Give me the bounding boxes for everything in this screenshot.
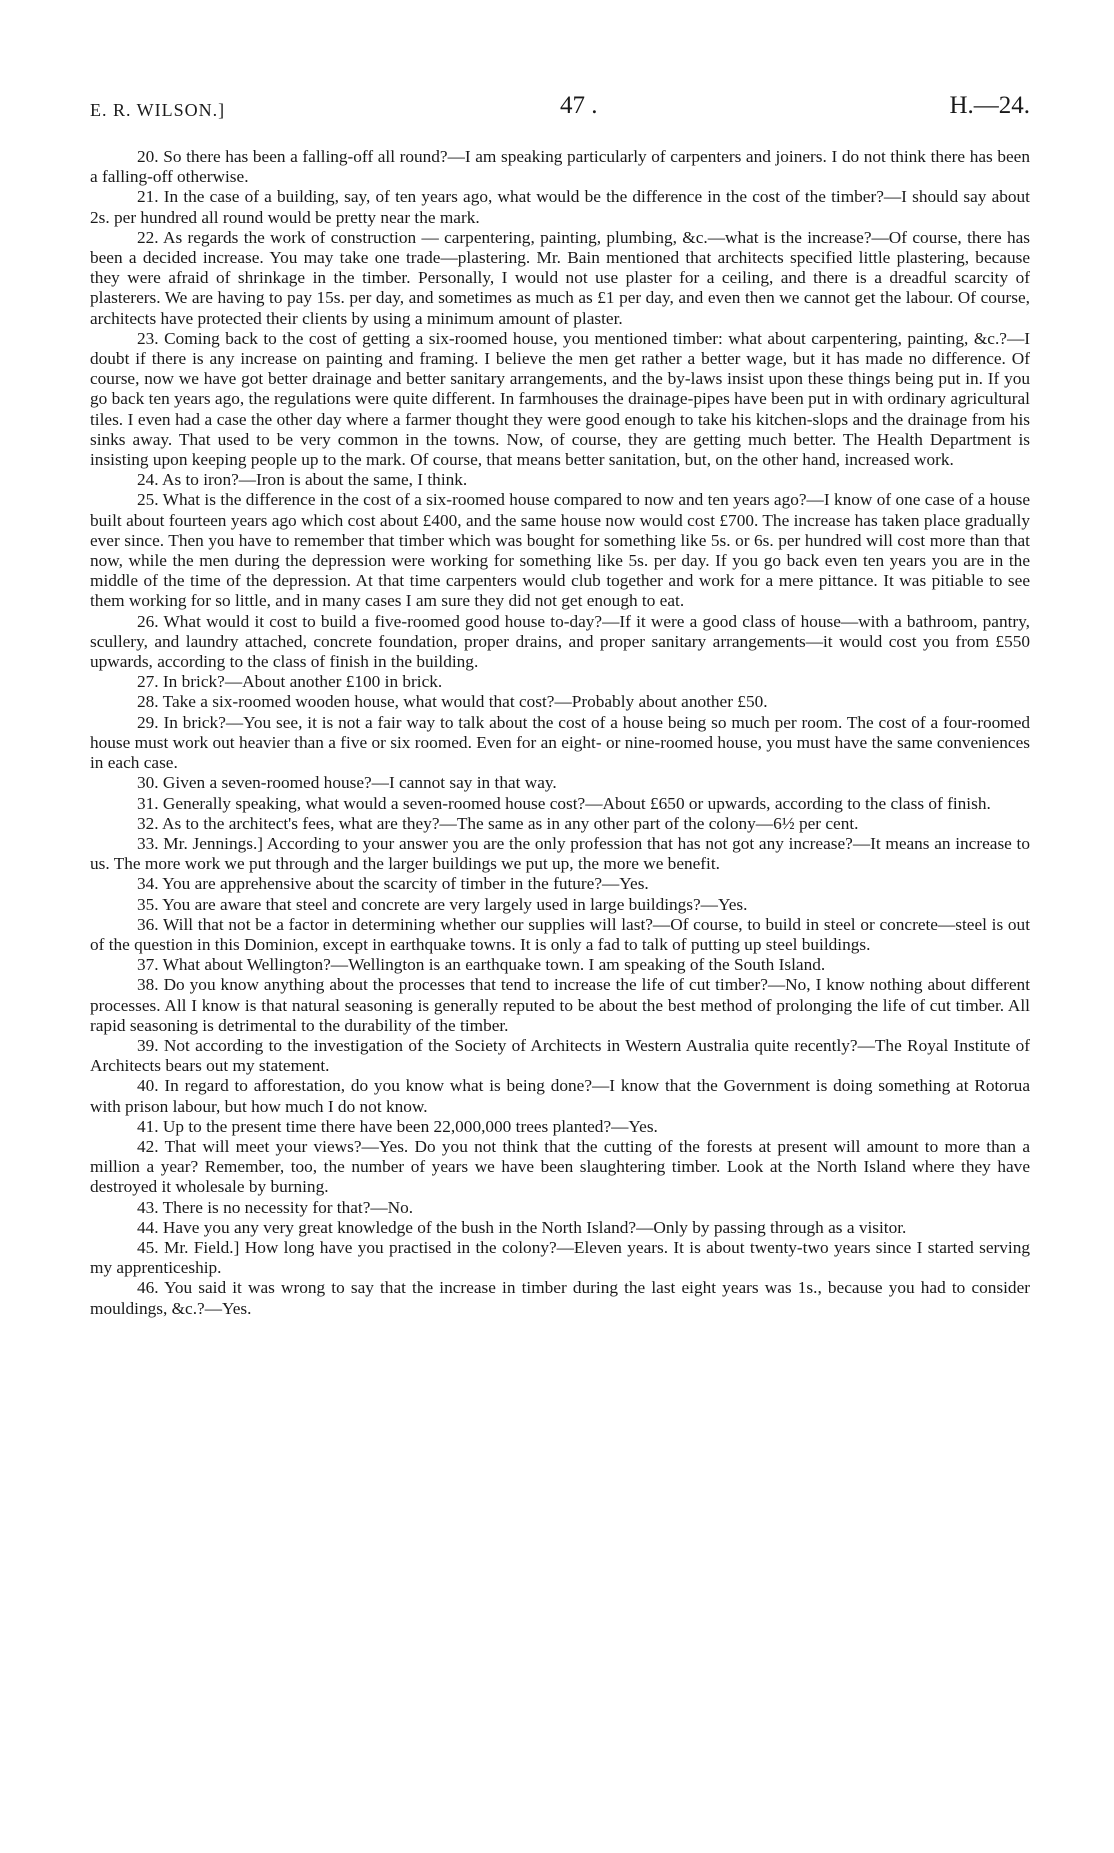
paragraph-44: 44. Have you any very great knowledge of the bush in the North Island?—Only by passing through as a visitor. (137, 1217, 907, 1237)
paragraph-37: 37. What about Wellington?—Wellington is an earthquake town. I am speaking of the South Island. (137, 955, 826, 975)
witness-name: E. R. WILSON.] (90, 100, 226, 120)
paragraph-43: 43. There is no necessity for that?—No. (137, 1197, 414, 1217)
paragraph-29: 29. In brick?—You see, it is not a fair way to talk about the cost of a house being so much per room. The cost of a four-roomed house must work out heavier than a five or six roomed. Even for an eight- or nine-roomed house, you must have the same conveniences in each case. (90, 712, 1030, 773)
paragraph-24: 24. As to iron?—Iron is about the same, I think. (137, 470, 468, 490)
testimony-body (90, 147, 1030, 1319)
paragraph-31: 31. Generally speaking, what would a seven-roomed house cost?—About £650 or upwards, according to the class of finish. (137, 793, 991, 813)
paragraph-35: 35. You are aware that steel and concrete are very largely used in large buildings?—Yes. (137, 894, 748, 914)
paragraph-27: 27. In brick?—About another £100 in brick. (137, 672, 443, 692)
paragraph-26: 26. What would it cost to build a five-roomed good house to-day?—If it were a good class of house—with a bathroom, pantry, scullery, and laundry attached, concrete foundation, proper drains, and proper sanitary arrangements—it would cost you from £550 upwards, according to the class of finish in the building. (90, 611, 1030, 672)
paragraph-38: 38. Do you know anything about the processes that tend to increase the life of cut timber?—No, I know nothing about different processes. All I know is that natural seasoning is generally reputed to be about the best method of prolonging the life of cut timber. All rapid seasoning is detrimental to the durability of the timber. (90, 975, 1030, 1035)
paragraph-41: 41. Up to the present time there have been 22,000,000 trees planted?—Yes. (137, 1116, 658, 1136)
paragraph-22: 22. As regards the work of construction — carpentering, painting, plumbing, &c.—what is the increase?—Of course, there has been a decided increase. You may take one trade—plastering. Mr. Bain mentioned that architects specified little plastering, because they were afraid of shrinkage in the timber. Personally, I would not use plaster for a ceiling, and there is a dreadful scarcity of plasterers. We are having to pay 15s. per day, and sometimes as much as £1 per day, and even then we cannot get the labour. Of course, architects have protected their clients by using a minimum amount of plaster. (90, 227, 1030, 328)
paragraph-33: 33. Mr. Jennings.] According to your answer you are the only profession that has not got any increase?—It means an increase to us. The more work we put through and the larger buildings we put up, the more we benefit. (90, 833, 1030, 874)
paragraph-23: 23. Coming back to the cost of getting a six-roomed house, you mentioned timber: what about carpentering, painting, &c.?—I doubt if there is any increase on painting and framing. I believe the men get rather a better wage, but it has made no difference. Of course, now we have got better drainage and better sanitary arrangements, and the by-laws insist upon these things being put in. If you go back ten years ago, the regulations were quite different. In farmhouses the drainage-pipes have been put in with ordinary agricultural tiles. I even had a case the other day where a farmer thought they were good enough to take his kitchen-slops and the drainage from his sinks away. That used to be very common in the towns. Now, of course, they are getting much better. The Health Department is insisting upon keeping people up to the mark. Of course, that means better sanitation, but, on the other hand, increased work. (90, 328, 1030, 470)
paragraph-28: 28. Take a six-roomed wooden house, what would that cost?—Probably about another £50. (137, 692, 768, 712)
page-header (90, 92, 1030, 126)
page-number: 47 . (560, 92, 598, 119)
paragraph-32: 32. As to the architect's fees, what are they?—The same as in any other part of the colony—6½ per cent. (137, 813, 859, 833)
paragraph-40: 40. In regard to afforestation, do you know what is being done?—I know that the Government is doing something at Rotorua with prison labour, but how much I do not know. (90, 1076, 1030, 1116)
paragraph-36: 36. Will that not be a factor in determining whether our supplies will last?—Of course, to build in steel or concrete—steel is out of the question in this Dominion, except in earthquake towns. It is only a fad to talk of putting up steel buildings. (90, 914, 1030, 954)
paragraph-25: 25. What is the difference in the cost of a six-roomed house compared to now and ten years ago?—I know of one case of a house built about fourteen years ago which cost about £400, and the same house now would cost £700. The increase has taken place gradually ever since. Then you have to remember that timber which was bought for something like 5s. or 6s. per hundred will cost more than that now, while the men during the depression were working for something like 5s. per day. If you go back even ten years you are in the middle of the time of the depression. At that time carpenters would club together and work for a mere pittance. It was pitiable to see them working for so little, and in many cases I am sure they did not get enough to eat. (90, 490, 1030, 611)
paragraph-42: 42. That will meet your views?—Yes. Do you not think that the cutting of the forests at present will amount to more than a million a year? Remember, too, the number of years we have been slaughtering timber. Look at the North Island where they have destroyed it wholesale by burning. (90, 1136, 1030, 1197)
paragraph-46: 46. You said it was wrong to say that the increase in timber during the last eight years was 1s., because you had to consider mouldings, &c.?—Yes. (90, 1278, 1030, 1318)
paragraph-21: 21. In the case of a building, say, of ten years ago, what would be the difference in the cost of the timber?—I should say about 2s. per hundred all round would be pretty near the mark. (90, 187, 1030, 227)
paragraph-39: 39. Not according to the investigation of the Society of Architects in Western Australia quite recently?—The Royal Institute of Architects bears out my statement. (90, 1035, 1030, 1076)
paragraph-34: 34. You are apprehensive about the scarcity of timber in the future?—Yes. (137, 874, 649, 894)
paragraph-20: 20. So there has been a falling-off all round?—I am speaking particularly of carpenters and joiners. I do not think there has been a falling-off otherwise. (90, 147, 1030, 187)
document-reference: H.—24. (949, 92, 1030, 119)
paragraph-45: 45. Mr. Field.] How long have you practised in the colony?—Eleven years. It is about twenty-two years since I started serving my apprenticeship. (90, 1237, 1030, 1278)
paragraph-30: 30. Given a seven-roomed house?—I cannot say in that way. (137, 773, 557, 793)
